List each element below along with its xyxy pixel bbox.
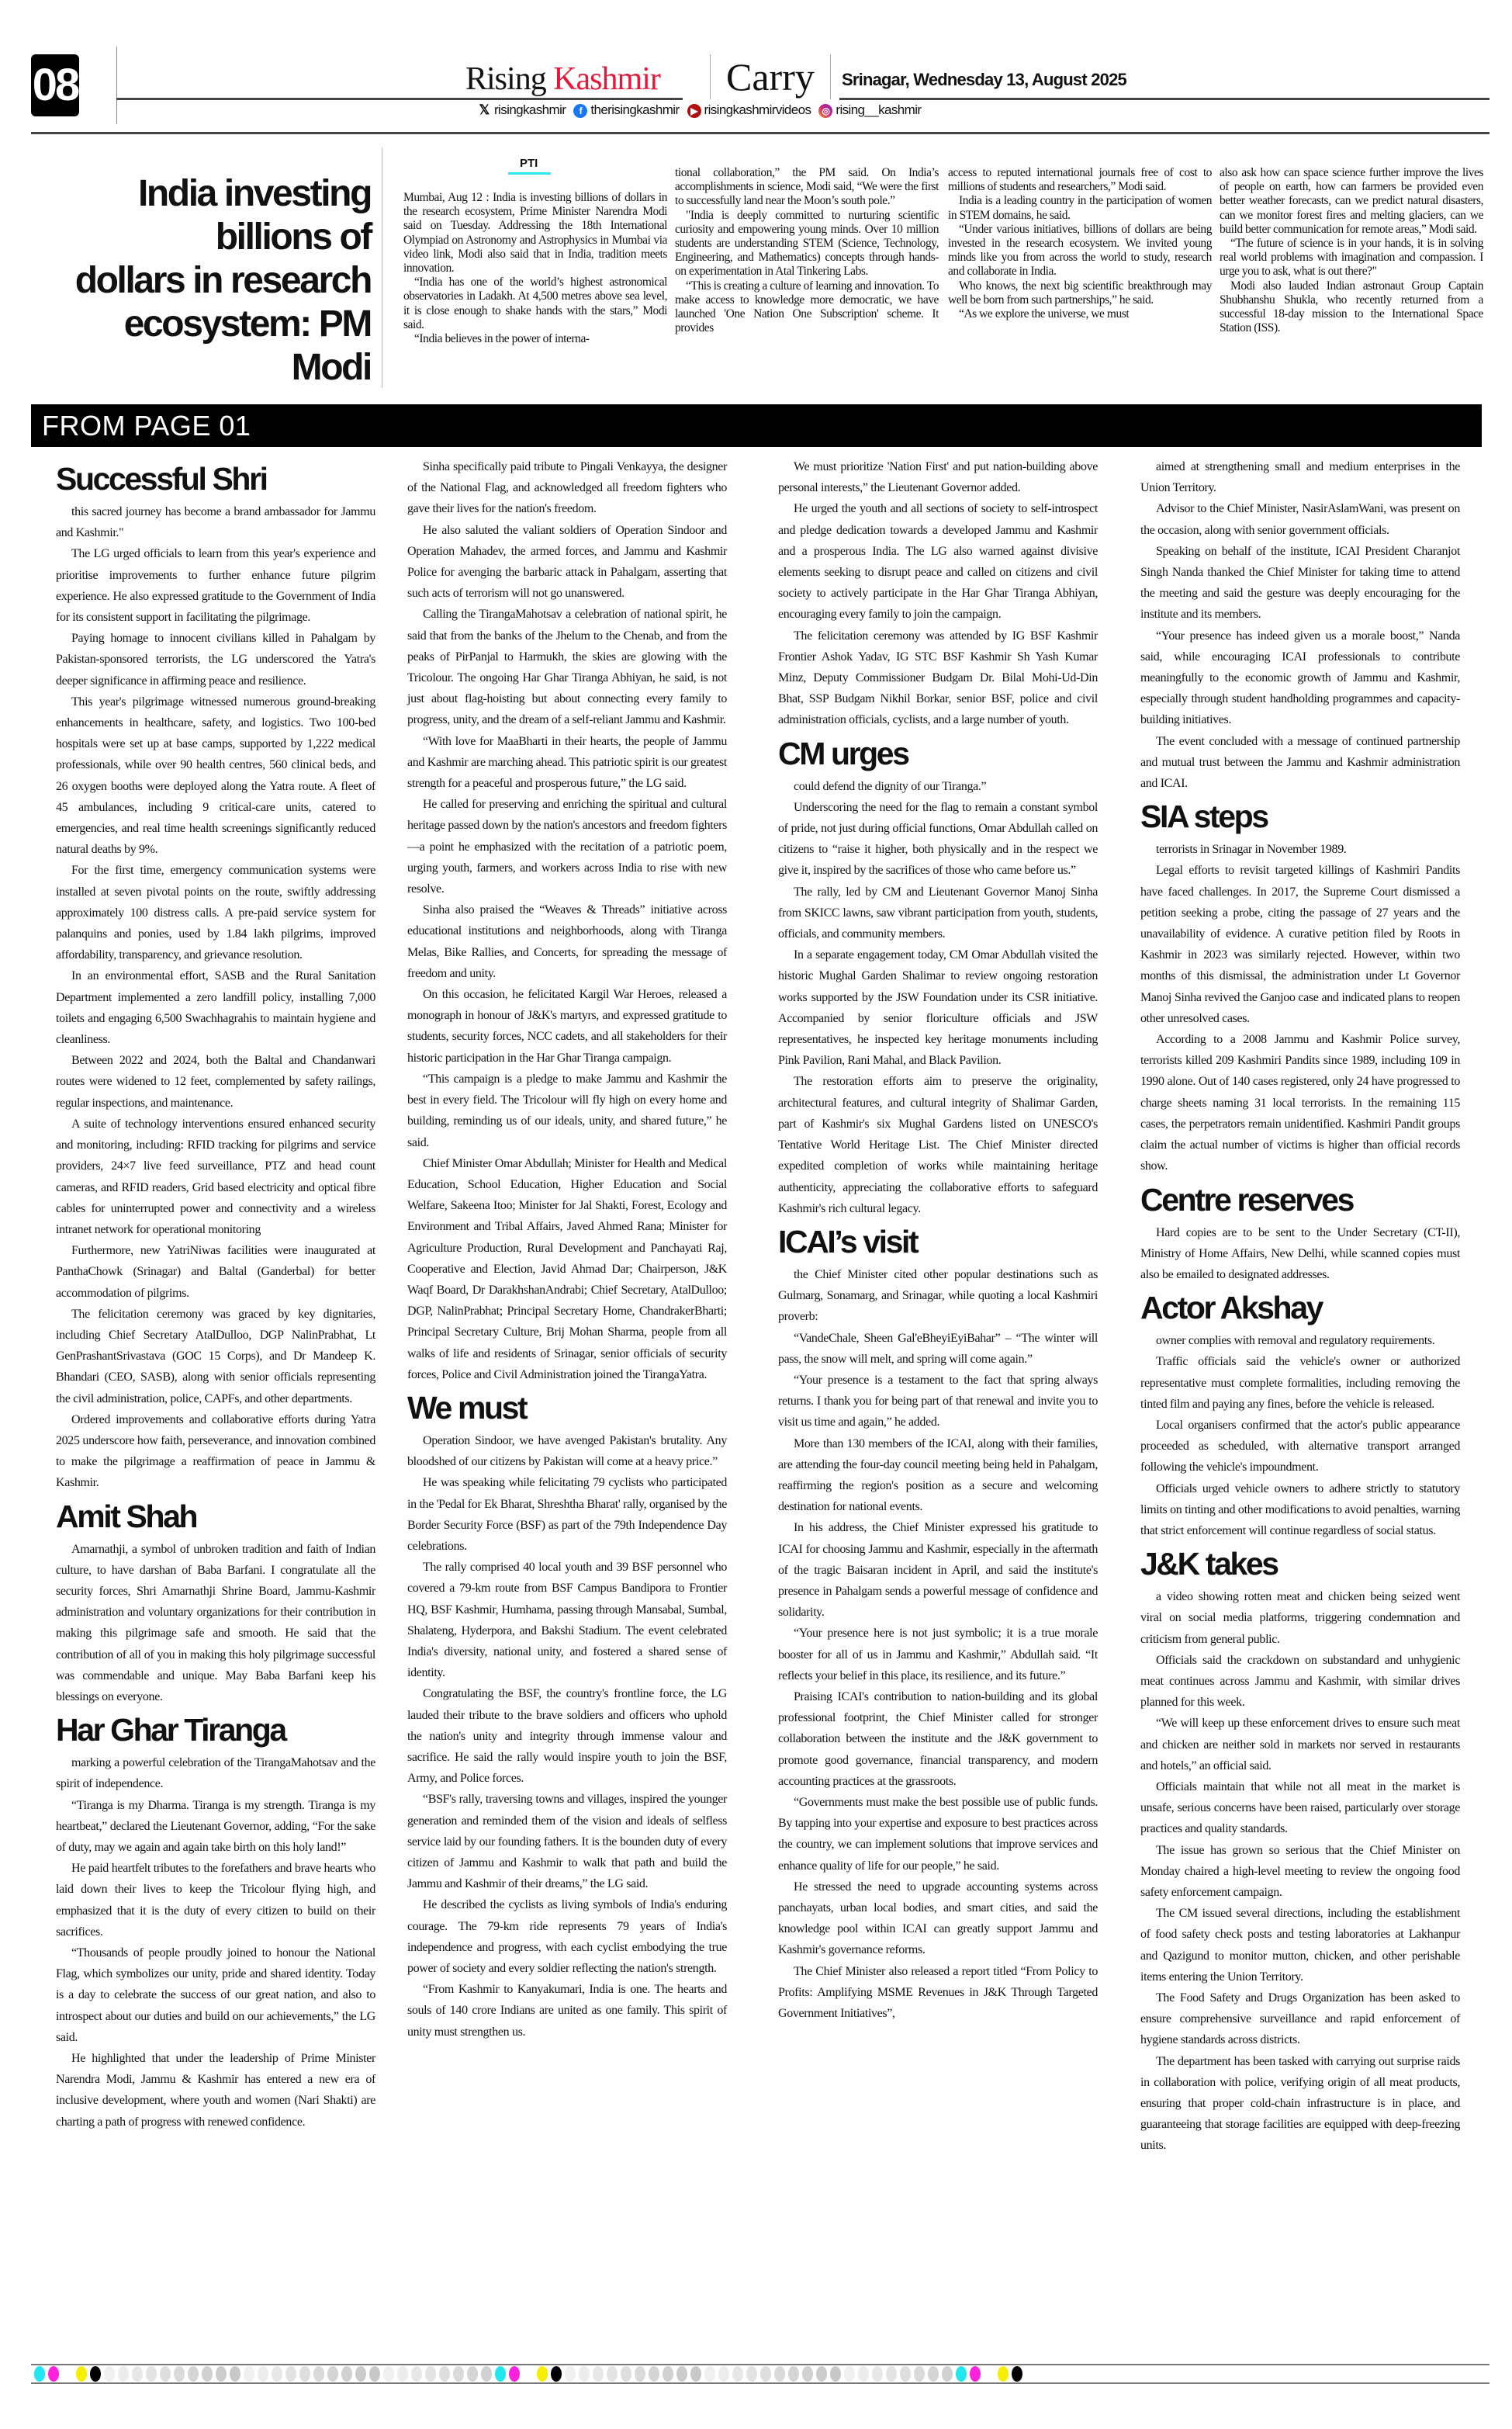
color-swatch	[704, 2366, 715, 2382]
paragraph: “Your presence is a testament to the fact that spring always returns. I thank you for being part of that renewal and invite you to visit us time and again,” he added.	[778, 1373, 1098, 1429]
paragraph: More than 130 members of the ICAI, along with their families, are attending the four-day council meeting being held in Pahalgam, reaffirming the region's position as a secure and welcoming destination for national events.	[778, 1436, 1098, 1514]
color-swatch	[188, 2366, 199, 2382]
headline-line: billions of	[215, 217, 371, 258]
paragraph: could defend the dignity of our Tiranga.”	[794, 779, 987, 793]
facebook-icon: f	[573, 104, 587, 118]
paragraph: He called for preserving and enriching the spiritual and cultural heritage passed down by the nation's ancestors and freedom fighters—a point he emphasized with the recitation of a patriotic poem, urging youth, farmers, and workers across India to rise with new resolve.	[407, 798, 727, 896]
paragraph: “We will keep up these enforcement drives to ensure such meat and chicken are neither sold in markets nor served in restaurants and hotels,” an official said.	[1140, 1717, 1460, 1772]
color-swatch	[760, 2366, 771, 2382]
brand-kashmir: Kashmir	[553, 61, 660, 97]
section-banner: FROM PAGE 01	[31, 404, 1482, 447]
headline-line: ecosystem: PM Modi	[123, 303, 371, 388]
paragraph: Furthermore, new YatriNiwas facilities were inaugurated at PanthaChowk (Srinagar) and Baltal (Ganderbal) for better accommodation of pilgrims.	[56, 1244, 375, 1300]
instagram-icon: ◎	[818, 104, 832, 118]
paragraph: According to a 2008 Jammu and Kashmir Police survey, terrorists killed 209 Kashmiri Pandits since 1989, including 109 in 1990 alone. Out of 140 cases registered, only 24 have progressed to charge sheets naming 31 local terrorists. In the remaining 115 cases, the perpetrators remain unidentified. Kashmiri Pandit groups claim the actual number of victims is higher than official records show.	[1140, 1033, 1460, 1173]
color-swatch	[216, 2366, 227, 2382]
paragraph: Underscoring the need for the flag to remain a constant symbol of pride, not just during official functions, Omar Abdullah called on citizens to “raise it higher, both physically and in the respect we give it, inspired by the sacrifices of those who came before us.”	[778, 800, 1098, 878]
section-name: Carry	[710, 54, 831, 99]
paragraph: He paid heartfelt tributes to the forefathers and brave hearts who laid down their lives to keep the Tricolour flying high, and emphasized that it is the duty of every citizen to build on their sacrifices.	[56, 1862, 375, 1939]
color-swatch	[649, 2366, 659, 2382]
paragraph: He highlighted that under the leadership of Prime Minister Narendra Modi, Jammu & Kashmir has entered a new era of inclusive development, where youth and women (Nari Shakti) are charting a path of progress with renewed confidence.	[56, 2052, 375, 2129]
byline: PTI	[520, 157, 538, 170]
color-swatch	[174, 2366, 185, 2382]
paragraph: Who knows, the next big scientific breakthrough may well be born from such partnerships,” he said.	[948, 279, 1212, 307]
paragraph: “BSF's rally, traversing towns and villages, inspired the younger generation and reminded them of the vision and ideals of selfless service laid by our founding fathers. It is the bounden duty of every citizen of Jammu and Kashmir to walk that path and build the Jammu and Kashmir of their dreams,” the LG said.	[407, 1793, 727, 1891]
paragraph: He was speaking while felicitating 79 cyclists who participated in the 'Pedal for Ek Bharat, Shreshtha Bharat' rally, organised by the Border Security Force (BSF) as part of the 79th Independence Day celebrations.	[407, 1476, 727, 1553]
paragraph: “This is creating a culture of learning and innovation. To make access to knowledge more democratic, we have launched 'One Nation One Subscription' scheme. It provides	[675, 279, 939, 335]
color-swatch	[62, 2366, 73, 2382]
paragraph: India is a leading country in the participation of women in STEM domains, he said.	[948, 194, 1212, 222]
color-swatch	[593, 2366, 604, 2382]
article-heading: Centre reserves	[1140, 1181, 1353, 1218]
paragraph: The rally, led by CM and Lieutenant Governor Manoj Sinha from SKICC lawns, saw vibrant participation from youth, students, officials, and community members.	[778, 885, 1098, 941]
headline-line: dollars in research	[74, 260, 371, 301]
top-story-headline	[39, 172, 371, 390]
paragraph: Ordered improvements and collaborative efforts during Yatra 2025 underscore how faith, perseverance, and innovation combined to make the pilgrimage a reaffirmation of peace in Jammu & Kashmir.	[56, 1412, 375, 1490]
paragraph: The felicitation ceremony was graced by key dignitaries, including Chief Secretary AtalDulloo, DGP NalinPrabhat, Lt GenPrashantSrivastava (GOC 15 Corps), and Dr Mandeep K. Bhandari (CEO, SASB), along with senior officials representing the civil administration, police, CAPFs, and other departments.	[56, 1307, 375, 1405]
social-handle: risingkashmirvideos	[704, 102, 811, 117]
paragraph: He described the cyclists as living symbols of India's enduring courage. The 79-km ride represents 79 years of India's independence and progress, with each cyclist embodying the true power of society and every soldier reflecting the nation's strength.	[407, 1898, 727, 1976]
paragraph: On this occasion, he felicitated Kargil War Heroes, released a monograph in honour of J&K's martyrs, and expressed gratitude to students, security forces, NCC cadets, and all stakeholders for their historic participation in the Har Ghar Tiranga campaign.	[407, 988, 727, 1065]
paragraph: Hard copies are to be sent to the Under Secretary (CT-II), Ministry of Home Affairs, New Delhi, while scanned copies must also be emailed to designated addresses.	[1140, 1225, 1460, 1281]
color-swatch	[844, 2366, 855, 2382]
top-story-column	[403, 191, 667, 346]
page-number: 08	[31, 54, 79, 116]
paragraph: The Chief Minister also released a report titled “From Policy to Profits: Amplifying MSME Revenues in J&K Through Targeted Government Initiatives”,	[778, 1964, 1098, 2021]
color-swatch	[244, 2366, 254, 2382]
paragraph: He also saluted the valiant soldiers of Operation Sindoor and Operation Mahadev, the armed forces, and Jammu and Kashmir Police for avenging the barbaric attack in Pahalgam, asserting that such acts of terrorism will not go unanswered.	[407, 523, 727, 601]
paragraph: The department has been tasked with carrying out surprise raids in collaboration with police, verifying origin of all meat products, ensuring that proper cold-chain infrastructure is in place, and guaranteeing that storage facilities are equipped with deep-freezing units.	[1140, 2054, 1460, 2153]
paragraph: “India believes in the power of interna-	[414, 332, 590, 346]
paragraph: In his address, the Chief Minister expressed his gratitude to ICAI for choosing Jammu and Kashmir, especially in the aftermath of the tragic Baisaran incident in April, and said the institute's presence in Pahalgam sends a powerful message of confidence and solidarity.	[778, 1521, 1098, 1620]
color-swatch	[858, 2366, 869, 2382]
paragraph: the Chief Minister cited other popular destinations such as Gulmarg, Sonamarg, and Srinagar, while quoting a local Kashmiri proverb:	[778, 1267, 1098, 1324]
color-swatch	[928, 2366, 939, 2382]
color-swatch	[579, 2366, 590, 2382]
paragraph: The rally comprised 40 local youth and 39 BSF personnel who covered a 79-km route from BSF Campus Bandipora to Frontier HQ, BSF Kashmir, Humhama, passing through Mansabal, Sumbal, Shalateng, Hyderpora, and Bakshi Stadium. The event celebrated India's diversity, national unity, and fostered a shared sense of identity.	[407, 1561, 727, 1680]
color-swatch	[509, 2366, 520, 2382]
social-youtube[interactable]	[687, 102, 811, 118]
paragraph: The felicitation ceremony was attended by IG BSF Kashmir Frontier Ashok Yadav, IG STC BSF Kashmir Sh Yash Kumar Minz, Deputy Commissioner Budgam Dr. Bilal Mohi-Ud-Din Bhat, SSP Budgam Nikhil Borkar, senior BSF, police and civil administration officials, cyclists, and a large number of youth.	[778, 629, 1098, 727]
color-swatch	[495, 2366, 506, 2382]
color-swatch	[341, 2366, 352, 2382]
color-swatch	[635, 2366, 645, 2382]
paragraph: The LG urged officials to learn from this year's experience and prioritise improvements to further enhance future pilgrim experience. He also expressed gratitude to the Government of India for its consistent support in facilitating the pilgrimage.	[56, 547, 375, 625]
divider	[839, 98, 1490, 100]
color-swatch	[607, 2366, 618, 2382]
article-heading: J&K takes	[1140, 1546, 1278, 1582]
paragraph: Modi also lauded Indian astronaut Group Captain Shubhanshu Shukla, who recently returned from a successful 18-day mission to the International Space Station (ISS).	[1220, 279, 1483, 335]
paragraph: He stressed the need to upgrade accounting systems across panchayats, urban local bodies, and smart cities, and said the knowledge pool within ICAI can greatly support Jammu and Kashmir's governance reforms.	[778, 1880, 1098, 1957]
color-swatch	[872, 2366, 883, 2382]
color-swatch	[900, 2366, 911, 2382]
paragraph: This year's pilgrimage witnessed numerous ground-breaking enhancements in healthcare, safety, and logistics. Two 100-bed hospitals were set up at base camps, supported by 1,222 medical professionals, while over 90 health centres, 560 clinical beds, and 26 oxygen booths were deployed along the Yatra route. A fleet of 45 ambulances, including 9 critical-care units, catered to emergencies, and real time health screenings significantly reduced natural deaths by 9%.	[56, 695, 375, 857]
paragraph: Mumbai, Aug 12 : India is investing billions of dollars in the research ecosystem, Prime Minister Narendra Modi said on Tuesday. Addressing the 18th International Olympiad on Astronomy and Astrophysics in Mumbai via video link, Modi also said that in India, tradition meets innovation.	[403, 191, 667, 275]
color-swatch	[34, 2366, 45, 2382]
color-swatch	[690, 2366, 701, 2382]
color-swatch	[774, 2366, 785, 2382]
color-swatch	[132, 2366, 143, 2382]
social-instagram[interactable]	[818, 102, 921, 118]
youtube-icon: ▶	[687, 104, 701, 118]
paragraph: also ask how can space science further improve the lives of people on earth, how can farmers be provided even better weather forecasts, can we predict natural disasters, can we monitor forest fires and melting glaciers, can we build better communication for remote areas,” Modi said.	[1220, 166, 1483, 236]
dateline: Srinagar, Wednesday 13, August 2025	[842, 70, 1126, 89]
paragraph: “With love for MaaBharti in their hearts, the people of Jammu and Kashmir are marching ahead. This patriotic spirit is our greatest strength for a peaceful and prosperous future,” the LG said.	[407, 734, 727, 791]
article-column	[1140, 456, 1460, 2157]
paragraph: He urged the youth and all sections of society to self-introspect and pledge dedication towards a developed Jammu and Kashmir and a prosperous India. The LG also warned against divisive elements seeking to disrupt peace and called on citizens and civil society to actively participate in the Har Ghar Tiranga Abhiyan, encouraging every family to join the campaign.	[778, 502, 1098, 622]
paragraph: The CM issued several directions, including the establishment of food safety check posts and testing laboratories at Lakhanpur and Qazigund to monitor mutton, chicken, and other perishable items entering the Union Territory.	[1140, 1907, 1460, 1984]
paragraph: “This campaign is a pledge to make Jammu and Kashmir the best in every field. The Tricolour will fly high on every home and building, reminding us of our ideals, unity, and shared future,” he said.	[407, 1072, 727, 1149]
color-swatch	[970, 2366, 981, 2382]
color-swatch	[718, 2366, 729, 2382]
color-swatch	[998, 2366, 1009, 2382]
color-swatch	[272, 2366, 282, 2382]
paragraph: “The future of science is in your hands, it is in solving real world problems with imagination and compassion. I urge you to ask, what is out there?"	[1220, 237, 1483, 279]
paragraph: The event concluded with a message of continued partnership and mutual trust between the Jammu and Kashmir administration and ICAI.	[1140, 734, 1460, 791]
x-icon: 𝕏	[479, 102, 490, 117]
color-swatch	[313, 2366, 324, 2382]
paragraph: “Your presence here is not just symbolic; it is a true morale booster for all of us in Jammu and Kashmir,” Abdullah said. “It reflects your belief in this place, its resilience, and its future.”	[778, 1627, 1098, 1682]
paragraph: “Tiranga is my Dharma. Tiranga is my strength. Tiranga is my heartbeat,” declared the Lieutenant Governor, adding, “For the sake of duty, may we again and again take birth on this holy land!”	[56, 1798, 375, 1854]
social-handle: risingkashmir	[494, 102, 566, 117]
paragraph: Traffic officials said the vehicle's owner or authorized representative must complete formalities, including removing the tinted film and paying any fines, before the vehicle is released.	[1140, 1355, 1460, 1411]
color-swatch	[355, 2366, 366, 2382]
color-swatch	[76, 2366, 87, 2382]
paragraph: The issue has grown so serious that the Chief Minister on Monday chaired a high-level meeting to review the ongoing food safety enforcement campaign.	[1140, 1843, 1460, 1899]
social-links	[477, 102, 921, 118]
headline-line: India investing	[137, 173, 371, 214]
color-swatch	[104, 2366, 115, 2382]
color-swatch	[48, 2366, 59, 2382]
color-swatch	[830, 2366, 841, 2382]
paragraph: “VandeChale, Sheen Gal'eBheyiEyiBahar” – “The winter will pass, the snow will melt, and spring will come again.”	[778, 1331, 1098, 1366]
divider	[116, 98, 683, 100]
paragraph: Paying homage to innocent civilians killed in Pahalgam by Pakistan-sponsored terrorists, the LG underscored the Yatra's deeper significance in affirming peace and resilience.	[56, 632, 375, 688]
color-swatch	[663, 2366, 673, 2382]
color-swatch	[285, 2366, 296, 2382]
color-swatch	[565, 2366, 576, 2382]
paragraph: Advisor to the Chief Minister, NasirAslamWani, was present on the occasion, along with senior government officials.	[1140, 502, 1460, 537]
paragraph: owner complies with removal and regulatory requirements.	[1156, 1334, 1435, 1348]
color-swatch	[411, 2366, 422, 2382]
article-heading: CM urges	[778, 735, 908, 771]
paragraph: Local organisers confirmed that the actor's public appearance proceeded as scheduled, with alternative transport arranged following the vehicle's impoundment.	[1140, 1418, 1460, 1474]
paragraph: We must prioritize 'Nation First' and put nation-building above personal interests,” the Lieutenant Governor added.	[778, 460, 1098, 495]
paragraph: "India is deeply committed to nurturing scientific curiosity and empowering young minds. Over 10 million students are understanding STEM (Science, Technology, Engineering, and Mathematics) concepts through hands-on experimentation in Atal Tinkering Labs.	[675, 208, 939, 279]
article-heading: Successful Shri	[56, 461, 267, 497]
divider	[31, 132, 1490, 134]
paragraph: Legal efforts to revisit targeted killings of Kashmiri Pandits have faced challenges. In 2017, the Supreme Court dismissed a petition seeking a probe, citing the passage of 27 years and the unavailability of evidence. A curative petition filed by Roots in Kashmir in 2023 was similarly rejected. However, within two months of this dismissal, the administration under Lt Governor Manoj Sinha revived the Ganjoo case and indicated plans to reopen other unresolved cases.	[1140, 864, 1460, 1025]
article-column	[407, 456, 727, 2043]
byline-rule	[508, 172, 551, 175]
color-swatch	[160, 2366, 171, 2382]
paragraph: access to reputed international journals free of cost to millions of students and researchers,” Modi said.	[948, 166, 1212, 194]
color-swatch	[258, 2366, 268, 2382]
social-facebook[interactable]	[573, 102, 679, 118]
paragraph: Operation Sindoor, we have avenged Pakistan's brutality. Any bloodshed of our citizens by Pakistan will come at a heavy price.”	[407, 1433, 727, 1469]
paragraph: aimed at strengthening small and medium enterprises in the Union Territory.	[1140, 460, 1460, 495]
paragraph: “Thousands of people proudly joined to honour the National Flag, which symbolizes our unity, pride and shared identity. Today is a day to celebrate the success of our great nation, and also to introspect about our duties and build on our achievements,” the LG said.	[56, 1946, 375, 2044]
color-swatch	[746, 2366, 757, 2382]
paragraph: A suite of technology interventions ensured enhanced security and monitoring, including: RFID tracking for pilgrims and service providers, 24×7 live feed surveillance, PTZ and head count cameras, and RFID readers, Grid based electricity and optical fibre cables for uninterrupted power and connectivity and a wireless intranet network for operational monitoring	[56, 1117, 375, 1236]
paragraph: In an environmental effort, SASB and the Rural Sanitation Department implemented a zero landfill policy, installing 7,000 toilets and engaging 6,500 Swachhagrahis to maintain hygiene and cleanliness.	[56, 969, 375, 1047]
masthead-logo	[465, 61, 660, 98]
paragraph: The Food Safety and Drugs Organization has been asked to ensure comprehensive surveillance and rapid enforcement of hygiene standards across districts.	[1140, 1991, 1460, 2047]
social-handle: therisingkashmir	[590, 102, 680, 117]
color-swatch	[439, 2366, 450, 2382]
paragraph: Calling the TirangaMahotsav a celebration of national spirit, he said that from the banks of the Jhelum to the Chenab, and from the peaks of PirPanjal to Harmukh, the skies are glowing with the Tricolour. The ongoing Har Ghar Tiranga Abhiyan, he said, is not just about flag-hoisting but about connecting every family to progress, unity, and the dream of a self-reliant Jammu and Kashmir.	[407, 608, 727, 727]
color-swatch	[453, 2366, 464, 2382]
paragraph: “Your presence has indeed given us a morale boost,” Nanda said, while encouraging ICAI professionals to contribute meaningfully to the economic growth of Jammu and Kashmir, especially through student handholding programmes and capacity-building initiatives.	[1140, 629, 1460, 727]
brand-rising: Rising	[465, 61, 546, 97]
top-story-column	[1220, 166, 1483, 335]
paragraph: this sacred journey has become a brand ambassador for Jammu and Kashmir."	[56, 505, 375, 540]
paragraph: Officials maintain that while not all meat in the market is unsafe, serious concerns have been raised, particularly over storage practices and quality standards.	[1140, 1779, 1460, 1836]
paragraph: “Under various initiatives, billions of dollars are being invested in the research ecosystem. We invited young minds like you from across the world to study, research and collaborate in India.	[948, 222, 1212, 279]
paragraph: Officials urged vehicle owners to adhere strictly to statutory limits on tinting and other modifications to avoid penalties, warning that strict enforcement will continue regardless of social status.	[1140, 1481, 1460, 1537]
paragraph: terrorists in Srinagar in November 1989.	[1156, 843, 1347, 857]
color-swatch	[551, 2366, 562, 2382]
article-heading: Amit Shah	[56, 1498, 197, 1534]
paragraph: Chief Minister Omar Abdullah; Minister for Health and Medical Education, School Education, Higher Education and Social Welfare, Sakeena Itoo; Minister for Jal Shakti, Forest, Ecology and Environment and Tribal Affairs, Javed Ahmed Rana; Minister for Agriculture Production, Rural Development and Panchayati Raj, Cooperative and Election, Javid Ahmad Dar; Chairperson, J&K Waqf Board, Dr DarakhshanAndrabi; Chief Secretary, AtalDulloo; DGP, NalinPrabhat; Principal Secretary Home, ChandrakerBharti; Principal Secretary Culture, Brij Mohan Sharma, people from all walks of life and residents of Srinagar, senior officials of security forces, Police and Civil Administration joined the TirangaYatra.	[407, 1156, 727, 1381]
paragraph: For the first time, emergency communication systems were installed at seven pivotal points on the route, swiftly addressing approximately 100 distress calls. A pre-paid service system for palanquins and ponies, used by 1.84 lakh pilgrims, improved affordability, transparency, and grievance resolution.	[56, 864, 375, 962]
color-swatch	[886, 2366, 897, 2382]
paragraph: The restoration efforts aim to preserve the originality, architectural features, and cultural integrity of Shalimar Garden, part of Kashmir's six Mughal Gardens listed on UNESCO's Tentative World Heritage List. The Chief Minister directed expedited completion of works while maintaining heritage authenticity, appreciating the collaborative efforts to safeguard Kashmir's rich cultural legacy.	[778, 1075, 1098, 1215]
paragraph: Speaking on behalf of the institute, ICAI President Charanjot Singh Nanda thanked the Chief Minister for taking time to attend the meeting and said the gesture was deeply encouraging for the institute and its members.	[1140, 544, 1460, 622]
color-swatch	[1012, 2366, 1022, 2382]
article-heading: Har Ghar Tiranga	[56, 1712, 285, 1748]
article-heading: We must	[407, 1389, 527, 1426]
divider	[116, 47, 117, 124]
color-swatch	[732, 2366, 743, 2382]
color-swatch	[383, 2366, 394, 2382]
color-registration-bar	[31, 2364, 1490, 2384]
color-swatch	[118, 2366, 129, 2382]
color-swatch	[90, 2366, 101, 2382]
color-swatch	[956, 2366, 967, 2382]
article-heading: SIA steps	[1140, 799, 1268, 835]
article-column	[778, 456, 1098, 2024]
color-swatch	[537, 2366, 548, 2382]
paragraph: Sinha also praised the “Weaves & Threads” initiative across educational institutions and neighborhoods, along with Tiranga Melas, Bike Rallies, and Concerts, for spreading the message of freedom and unity.	[407, 903, 727, 980]
paragraph: “Governments must make the best possible use of public funds. By tapping into your expertise and exposure to best practices across the country, we can implement solutions that improve services and enhance quality of life for our people,” he said.	[778, 1795, 1098, 1873]
paragraph: Between 2022 and 2024, both the Baltal and Chandanwari routes were widened to 12 feet, complemented by safety railings, regular inspections, and maintenance.	[56, 1054, 375, 1110]
paragraph: marking a powerful celebration of the TirangaMahotsav and the spirit of independence.	[56, 1756, 375, 1791]
article-heading: ICAI’s visit	[778, 1223, 918, 1260]
color-swatch	[788, 2366, 799, 2382]
color-swatch	[327, 2366, 338, 2382]
color-swatch	[397, 2366, 408, 2382]
article-column	[56, 456, 375, 2133]
paragraph: Officials said the crackdown on substandard and unhygienic meat continues across Jammu and Kashmir, with similar drives planned for this week.	[1140, 1653, 1460, 1710]
paragraph: tional collaboration,” the PM said. On India’s accomplishments in science, Modi said, “We were the first to successfully land near the Moon’s south pole.”	[675, 166, 939, 208]
color-swatch	[230, 2366, 240, 2382]
color-swatch	[621, 2366, 631, 2382]
color-swatch	[914, 2366, 925, 2382]
color-swatch	[425, 2366, 436, 2382]
color-swatch	[202, 2366, 213, 2382]
color-swatch	[802, 2366, 813, 2382]
color-swatch	[481, 2366, 492, 2382]
color-swatch	[299, 2366, 310, 2382]
article-heading: Actor Akshay	[1140, 1290, 1322, 1326]
top-story-column	[675, 166, 939, 335]
paragraph: “From Kashmir to Kanyakumari, India is one. The hearts and souls of 140 crore Indians are united as one family. This spirit of unity must strengthen us.	[407, 1983, 727, 2039]
social-handle: rising__kashmir	[836, 102, 922, 117]
paragraph: Congratulating the BSF, the country's frontline force, the LG lauded their tribute to the brave soldiers and officers who uphold the nation's unity and integrity through immense valour and sacrifice. He said the rally would inspire youth to join the BSF, Army, and Police forces.	[407, 1687, 727, 1786]
paragraph: a video showing rotten meat and chicken being seized went viral on social media platforms, triggering condemnation and criticism from general public.	[1140, 1590, 1460, 1646]
paragraph: “As we explore the universe, we must	[959, 307, 1130, 321]
color-swatch	[523, 2366, 534, 2382]
paragraph: Amarnathji, a symbol of unbroken tradition and faith of Indian culture, to have darshan of Baba Barfani. I congratulate all the security forces, Shri Amarnathji Shrine Board, Jammu-Kashmir administration and voluntary organizations for their contribution in making this pilgrimage safe and smooth. He said that the contribution of all of you in making this holy pilgrimage successful was commendable and unique. May Baba Barfani keep his blessings on everyone.	[56, 1542, 375, 1703]
color-swatch	[369, 2366, 380, 2382]
top-story-column	[948, 166, 1212, 321]
color-swatch	[984, 2366, 995, 2382]
paragraph: In a separate engagement today, CM Omar Abdullah visited the historic Mughal Garden Shalimar to review ongoing restoration works supported by the JSW Foundation under its CSR initiative. Accompanied by senior floriculture officials and JSW representatives, he inspected key heritage monuments including Pink Pavilion, Rani Mahal, and Black Pavilion.	[778, 948, 1098, 1068]
color-swatch	[942, 2366, 953, 2382]
color-swatch	[676, 2366, 687, 2382]
paragraph: “India has one of the world’s highest astronomical observatories in Ladakh. At 4,500 metres above sea level, it is close enough to shake hands with the stars,” Modi said.	[403, 275, 667, 331]
paragraph: Praising ICAI's contribution to nation-building and its global professional footprint, the Chief Minister called for stronger collaboration between the institute and the J&K government to promote good governance, financial transparency, and modern accounting practices at the grassroots.	[778, 1689, 1098, 1788]
paragraph: Sinha specifically paid tribute to Pingali Venkayya, the designer of the National Flag, and acknowledged all freedom fighters who gave their lives for the nation's freedom.	[407, 460, 727, 516]
color-swatch	[146, 2366, 157, 2382]
social-x[interactable]	[477, 102, 566, 118]
color-swatch	[467, 2366, 478, 2382]
color-swatch	[816, 2366, 827, 2382]
